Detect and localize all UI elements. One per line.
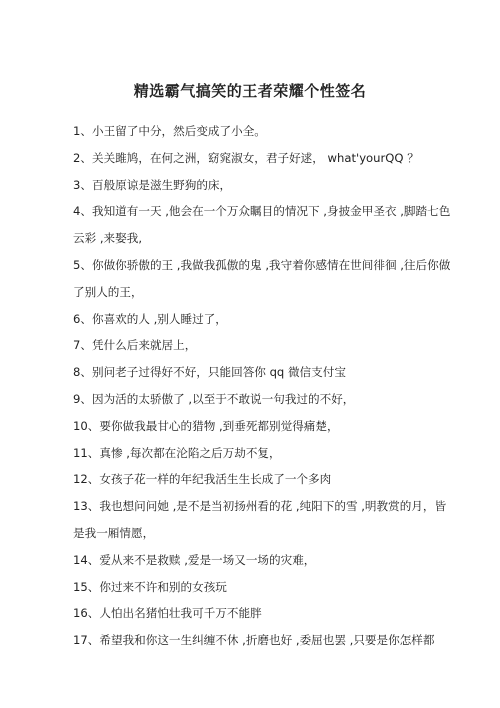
- list-item: 16、人怕出名猪怕壮我可千万不能胖: [73, 606, 262, 621]
- list-item: 2、关关雎鸠，在何之洲，窈窕淑女，君子好逑， what'yourQQ ？: [73, 150, 419, 165]
- list-item: 1、小王留了中分，然后变成了小全。: [73, 124, 266, 138]
- list-item: 9、因为活的太骄傲了 ,以至于不敢说一句我过的不好，: [73, 391, 355, 406]
- list-item: 13、我也想问问她 ,是不是当初扬州看的花 ,纯阳下的雪 ,明教赏的月，皆是我一厢情愿，: [73, 499, 447, 540]
- list-item: 12、女孩子花一样的年纪我活生生长成了一个多肉: [73, 472, 332, 487]
- document-title: 精选霸气搞笑的王者荣耀个性签名: [133, 82, 367, 100]
- list-item: 17、希望我和你这一生纠缠不休 ,折磨也好 ,委屈也罢 ,只要是你怎样都: [73, 633, 435, 648]
- list-item: 7、凭什么后来就居上，: [73, 338, 197, 353]
- list-item: 5、你做你骄傲的王 ,我做我孤傲的鬼 ,我守着你感情在世间徘徊 ,往后你做了别人的王，: [73, 257, 451, 299]
- list-item: 11、真惨 ,每次都在沦陷之后万劫不复，: [73, 445, 281, 460]
- list-item: 10、要你做我最甘心的猎物 ,到垂死都别觉得痛楚，: [73, 418, 339, 433]
- list-item: 4、我知道有一天 ,他会在一个万众瞩目的情况下 ,身披金甲圣衣 ,脚踏七色云彩 ,来娶我,: [73, 204, 451, 246]
- list-item: 3、百般原谅是滋生野狗的床，: [73, 177, 232, 192]
- list-item: 6、你喜欢的人 ,别人睡过了，: [73, 311, 227, 326]
- list-item: 14、爱从来不是救赎 ,爱是一场又一场的灾难，: [73, 552, 316, 567]
- signature-list: [73, 118, 453, 654]
- list-item: 8、别问老子过得好不好，只能回答你 qq 微信支付宝: [73, 365, 346, 380]
- list-item: 15、你过来不许和别的女孩玩: [73, 579, 227, 594]
